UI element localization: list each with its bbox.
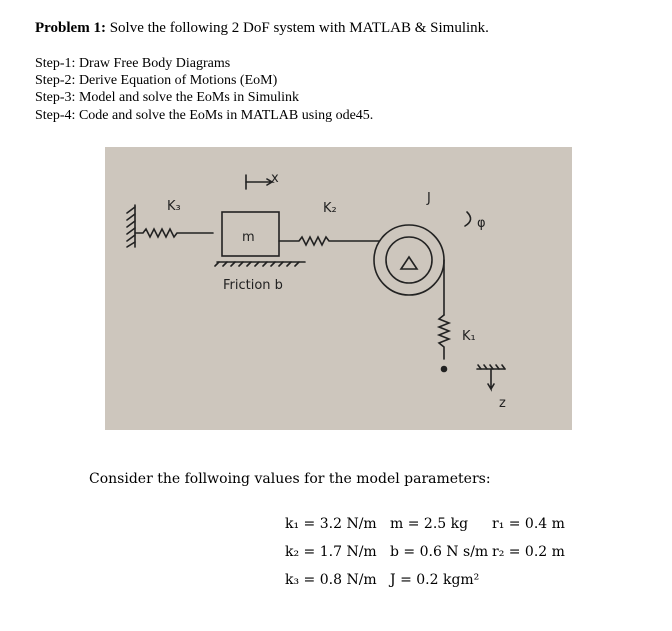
label-phi: φ (477, 216, 486, 231)
spring-k2 (279, 237, 379, 245)
param-r1: r₁ = 0.4 m (492, 516, 565, 532)
phi-arrow (465, 212, 471, 226)
param-k3: k₃ = 0.8 N/m (285, 572, 377, 588)
wall-hatch (127, 207, 135, 247)
label-x: x (271, 171, 279, 186)
z-arrow (488, 369, 494, 389)
label-k1: K₁ (462, 329, 476, 344)
spring-k3 (135, 229, 213, 237)
pulley-inner (386, 237, 432, 283)
label-k3: K₃ (167, 199, 181, 214)
system-diagram-photo (105, 147, 572, 430)
label-z: z (499, 396, 506, 411)
problem-title (35, 20, 489, 37)
system-diagram (105, 147, 572, 430)
pulley-outer (374, 225, 444, 295)
param-r2: r₂ = 0.2 m (492, 544, 565, 560)
param-J: J = 0.2 kgm² (390, 572, 480, 588)
step-2: Step-2: Derive Equation of Motions (EoM) (35, 73, 278, 88)
label-mass: m (242, 230, 255, 245)
param-k1: k₁ = 3.2 N/m (285, 516, 377, 532)
param-k2: k₂ = 1.7 N/m (285, 544, 377, 560)
label-J: J (427, 191, 431, 206)
problem-text: Solve the following 2 DoF system with MATLAB & Simulink. (109, 20, 489, 36)
problem-label: Problem 1: (35, 20, 106, 36)
step-4: Step-4: Code and solve the EoMs in MATLAB using ode45. (35, 108, 374, 123)
label-friction: Friction b (223, 278, 283, 293)
step-1: Step-1: Draw Free Body Diagrams (35, 56, 231, 71)
k1-end (442, 367, 447, 372)
consider-text: Consider the follwoing values for the model parameters: (89, 471, 491, 487)
param-b: b = 0.6 N s/m (390, 544, 489, 560)
pulley-pivot (401, 257, 417, 269)
step-3: Step-3: Model and solve the EoMs in Simulink (35, 90, 300, 105)
spring-k1 (439, 315, 449, 359)
x-arrow (246, 179, 272, 185)
label-k2: K₂ (323, 201, 337, 216)
param-m: m = 2.5 kg (390, 516, 469, 532)
